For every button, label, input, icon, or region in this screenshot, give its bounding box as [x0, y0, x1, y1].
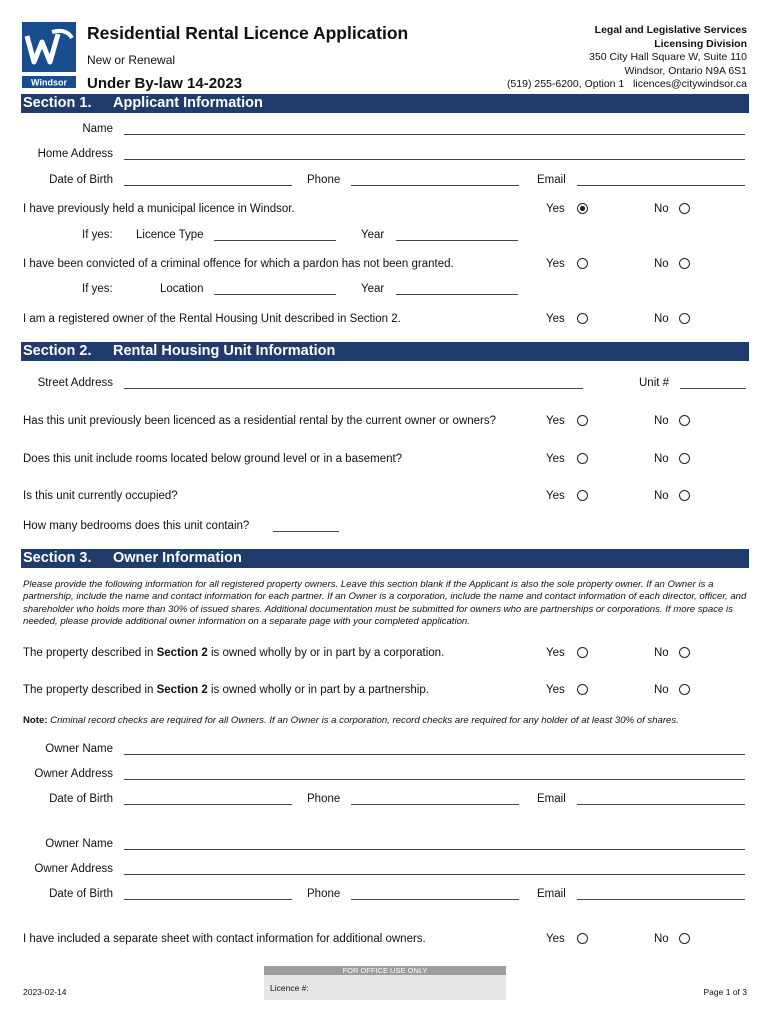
q-text: is owned wholly by or in part by a corporation. — [207, 647, 445, 659]
city-logo — [22, 22, 76, 90]
location-field[interactable] — [214, 294, 336, 295]
form-title: Residential Rental Licence Application — [87, 23, 409, 43]
owner-2-address-field[interactable] — [124, 874, 745, 875]
dob-label: Date of Birth — [49, 888, 113, 900]
phone-label: Phone — [307, 793, 341, 805]
separate-sheet-yes-radio[interactable] — [577, 933, 588, 944]
no-label: No — [654, 490, 669, 502]
no-label: No — [654, 647, 669, 659]
yes-label: Yes — [546, 453, 565, 465]
bylaw-heading: Under By-law 14-2023 — [87, 75, 243, 92]
question-prior-licence: I have previously held a municipal licence in Windsor. — [23, 203, 295, 215]
contact-division: Licensing Division — [654, 37, 747, 50]
q-text: is owned wholly or in part by a partnership. — [207, 684, 429, 696]
question-occupied: Is this unit currently occupied? — [23, 490, 178, 502]
unit-field[interactable] — [680, 388, 746, 389]
criminal-offence-no-radio[interactable] — [679, 258, 690, 269]
licence-number-label: Licence #: — [270, 983, 309, 993]
unit-label: Unit # — [639, 377, 670, 389]
partnership-yes-radio[interactable] — [577, 684, 588, 695]
if-yes-label: If yes: — [82, 283, 113, 295]
no-label: No — [654, 415, 669, 427]
no-label: No — [654, 933, 669, 945]
owner-2-dob-field[interactable] — [124, 899, 292, 900]
home-address-field[interactable] — [124, 159, 745, 160]
question-registered-owner: I am a registered owner of the Rental Housing Unit described in Section 2. — [23, 313, 401, 325]
owner-2-name-field[interactable] — [124, 849, 745, 850]
contact-dept: Legal and Legislative Services — [594, 24, 747, 36]
question-criminal-offence: I have been convicted of a criminal offence for which a pardon has not been granted. — [23, 258, 454, 270]
no-label: No — [654, 258, 669, 270]
bedrooms-field[interactable] — [273, 531, 339, 532]
q-text: The property described in — [23, 647, 157, 659]
email-field[interactable] — [577, 185, 745, 186]
yes-label: Yes — [546, 684, 565, 696]
note-label: Note: — [23, 715, 48, 726]
yes-label: Yes — [546, 490, 565, 502]
partnership-no-radio[interactable] — [679, 684, 690, 695]
street-address-field[interactable] — [124, 388, 583, 389]
prior-licence-no-radio[interactable] — [679, 203, 690, 214]
basement-yes-radio[interactable] — [577, 453, 588, 464]
dob-field[interactable] — [124, 185, 292, 186]
if-yes-label: If yes: — [82, 229, 113, 241]
section-number: Section 3. — [23, 550, 92, 566]
name-field[interactable] — [124, 134, 745, 135]
year-label: Year — [361, 229, 385, 241]
question-separate-sheet: I have included a separate sheet with contact information for additional owners. — [23, 933, 426, 945]
no-label: No — [654, 203, 669, 215]
occupied-yes-radio[interactable] — [577, 490, 588, 501]
licence-type-label: Licence Type — [136, 229, 204, 241]
section-title: Owner Information — [113, 550, 242, 566]
owner-name-label: Owner Name — [45, 838, 113, 850]
yes-label: Yes — [546, 258, 565, 270]
registered-owner-yes-radio[interactable] — [577, 313, 588, 324]
separate-sheet-no-radio[interactable] — [679, 933, 690, 944]
prior-licence-yes-radio[interactable] — [577, 203, 588, 214]
contact-block — [507, 24, 747, 92]
occupied-no-radio[interactable] — [679, 490, 690, 501]
yes-label: Yes — [546, 933, 565, 945]
owner-address-label: Owner Address — [34, 863, 113, 875]
form-subtitle: New or Renewal — [87, 53, 176, 67]
note-criminal-checks — [23, 715, 679, 726]
q-text: The property described in — [23, 684, 157, 696]
owner-name-label: Owner Name — [45, 743, 113, 755]
licence-year-field[interactable] — [396, 240, 518, 241]
offence-year-field[interactable] — [396, 294, 518, 295]
owner-instructions: Please provide the following information for all registered property owners. Leave this section blank if the Applicant is also the sole property owner. If an Owner is a partnership, include the name and contact information for each partner. If an Owner is a corporation, include the name and contact information of each director, officer, and shareholder who holds more than 30% of issued shares. Additional documentation must be submitted for owners who are partnerships or corporations. If more space is needed, please provide additional owner information on a separate page with your completed application. — [23, 579, 747, 627]
no-label: No — [654, 453, 669, 465]
question-partnership — [23, 684, 429, 696]
yes-label: Yes — [546, 313, 565, 325]
section-title: Rental Housing Unit Information — [113, 343, 336, 359]
section-number: Section 2. — [23, 343, 92, 359]
section-3-header — [21, 549, 749, 568]
dob-label: Date of Birth — [49, 174, 113, 186]
yes-label: Yes — [546, 203, 565, 215]
email-label: Email — [537, 793, 566, 805]
note-text: Criminal record checks are required for all Owners. If an Owner is a corporation, record checks are required for any holder of at least 30% of shares. — [47, 715, 679, 726]
section-2-header — [21, 342, 749, 361]
name-label: Name — [82, 123, 113, 135]
office-use-header: FOR OFFICE USE ONLY — [264, 966, 506, 975]
q-section-ref: Section 2 — [156, 647, 208, 659]
phone-label: Phone — [307, 888, 341, 900]
section-number: Section 1. — [23, 95, 92, 111]
yes-label: Yes — [546, 415, 565, 427]
street-address-label: Street Address — [37, 377, 113, 389]
email-label: Email — [537, 888, 566, 900]
owner-1-name-field[interactable] — [124, 754, 745, 755]
no-label: No — [654, 313, 669, 325]
registered-owner-no-radio[interactable] — [679, 313, 690, 324]
owner-2-phone-field[interactable] — [351, 899, 519, 900]
owner-address-label: Owner Address — [34, 768, 113, 780]
page-number: Page 1 of 3 — [703, 987, 747, 997]
dob-label: Date of Birth — [49, 793, 113, 805]
criminal-offence-yes-radio[interactable] — [577, 258, 588, 269]
logo-wordmark: Windsor — [31, 77, 67, 88]
corporation-yes-radio[interactable] — [577, 647, 588, 658]
question-bedrooms: How many bedrooms does this unit contain? — [23, 520, 250, 532]
phone-label: Phone — [307, 174, 341, 186]
contact-phone: (519) 255-6200, Option 1 — [506, 78, 625, 91]
previously-licenced-yes-radio[interactable] — [577, 415, 588, 426]
home-address-label: Home Address — [37, 148, 113, 160]
email-label: Email — [537, 174, 566, 186]
corporation-no-radio[interactable] — [679, 647, 690, 658]
form-date: 2023-02-14 — [23, 987, 67, 997]
question-previously-licenced: Has this unit previously been licenced as a residential rental by the current owner or owners? — [23, 415, 497, 427]
basement-no-radio[interactable] — [679, 453, 690, 464]
owner-1-address-field[interactable] — [124, 779, 745, 780]
owner-1-dob-field[interactable] — [124, 804, 292, 805]
section-title: Applicant Information — [113, 95, 263, 111]
owner-1-phone-field[interactable] — [351, 804, 519, 805]
yes-label: Yes — [546, 647, 565, 659]
section-1-header — [21, 94, 749, 113]
question-basement: Does this unit include rooms located below ground level or in a basement? — [23, 453, 403, 465]
question-corporation — [23, 647, 444, 659]
owner-2-email-field[interactable] — [577, 899, 745, 900]
no-label: No — [654, 684, 669, 696]
location-label: Location — [160, 283, 204, 295]
year-label: Year — [361, 283, 385, 295]
contact-address2: Windsor, Ontario N9A 6S1 — [624, 64, 747, 77]
contact-address1: 350 City Hall Square W, Suite 110 — [589, 51, 747, 64]
previously-licenced-no-radio[interactable] — [679, 415, 690, 426]
contact-email[interactable]: licences@citywindsor.ca — [633, 78, 747, 91]
phone-field[interactable] — [351, 185, 519, 186]
q-section-ref: Section 2 — [156, 684, 208, 696]
licence-type-field[interactable] — [214, 240, 336, 241]
owner-1-email-field[interactable] — [577, 804, 745, 805]
